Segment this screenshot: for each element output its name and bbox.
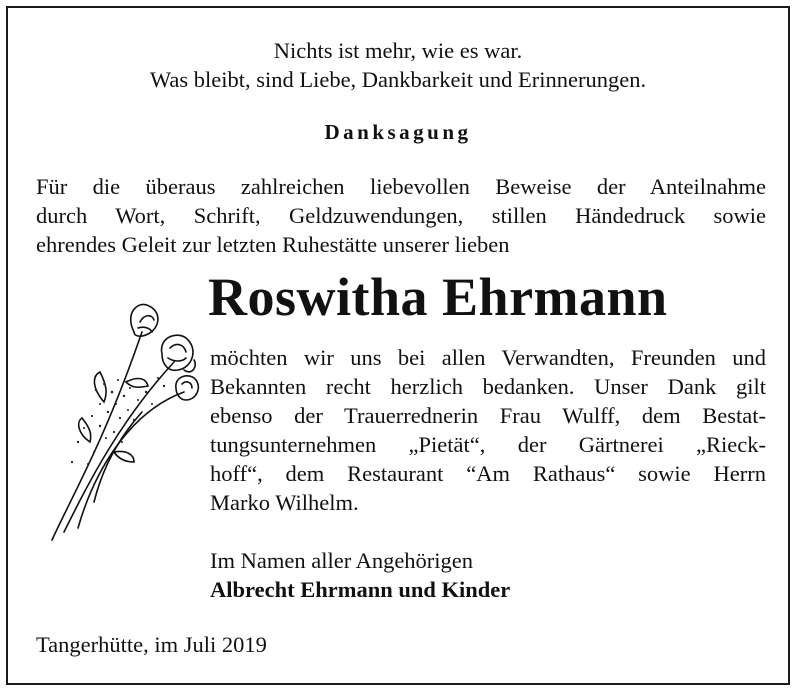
signature-names: Albrecht Ehrmann und Kinder — [210, 577, 511, 602]
signature-prefix: Im Namen aller Angehörigen — [210, 548, 474, 573]
motto-line-1: Nichts ist mehr, wie es war. — [273, 38, 523, 63]
thanks-line-2: Bekannten recht herzlich bedanken. Unser Dank gilt — [210, 374, 766, 399]
heading: Danksagung — [324, 120, 472, 144]
thanks-line-1: möchten wir uns bei allen Verwandten, Freunden und — [210, 345, 766, 370]
intro-line-1: Für die überaus zahlreichen liebevollen Beweise der Anteilnahme — [36, 174, 766, 199]
obituary-notice — [6, 6, 790, 685]
thanks-line-4: tungsunternehmen „Pietät“, der Gärtnerei „Rieck- — [210, 432, 766, 457]
deceased-name: Roswitha Ehrmann — [208, 267, 668, 327]
thanks-line-6: Marko Wilhelm. — [210, 490, 359, 515]
thanks-line-5: hoff“, dem Restaurant “Am Rathaus“ sowie Herrn — [210, 461, 766, 486]
roses-illustration — [34, 292, 214, 542]
motto-line-2: Was bleibt, sind Liebe, Dankbarkeit und Erinnerungen. — [149, 67, 647, 92]
intro-line-3: ehrendes Geleit zur letzten Ruhestätte unserer lieben — [36, 232, 510, 257]
place-date: Tangerhütte, im Juli 2019 — [36, 632, 267, 657]
intro-line-2: durch Wort, Schrift, Geldzuwendungen, stillen Händedruck sowie — [36, 203, 766, 228]
thanks-line-3: ebenso der Trauerrednerin Frau Wulff, dem Bestat- — [210, 403, 766, 428]
